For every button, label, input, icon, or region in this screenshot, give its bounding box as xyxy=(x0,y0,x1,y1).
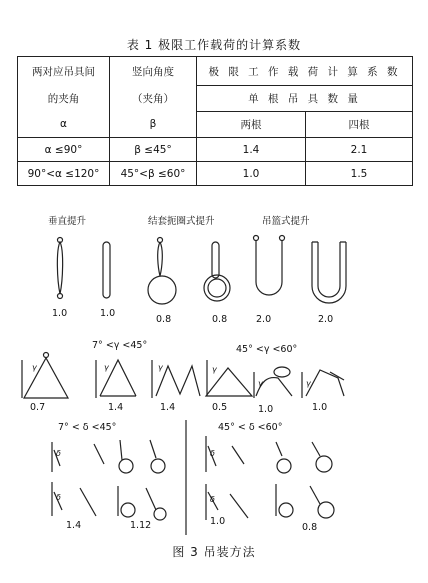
row2-value: 0.5 xyxy=(212,402,228,413)
label-vertical-lift: 垂直提升 xyxy=(48,216,87,227)
row2-value: 1.4 xyxy=(160,402,176,413)
row2-value: 0.7 xyxy=(30,402,46,413)
row2-range-right: 45° <γ <60° xyxy=(236,344,298,355)
angled-slings-set-1 xyxy=(52,440,165,473)
angle-delta: δ xyxy=(210,495,215,504)
table-title: 表 1 极限工作载荷的计算系数 xyxy=(126,38,302,52)
row2-value: 1.0 xyxy=(258,404,274,415)
angle-gamma: γ xyxy=(158,363,163,372)
header-angle-beta-line2: （夹角） xyxy=(110,86,197,112)
header-angle-beta-line1: 竖向角度 xyxy=(110,57,197,86)
header-angle-alpha-line1: 两对应吊具间 xyxy=(18,57,110,86)
angle-gamma: γ xyxy=(104,363,109,372)
cell-beta: 45°<β ≤60° xyxy=(110,162,197,186)
cell-four: 2.1 xyxy=(306,138,413,162)
angle-delta: δ xyxy=(56,449,61,458)
row3-value: 0.8 xyxy=(302,522,318,533)
sling-vertical-flat xyxy=(103,242,110,298)
angled-slings-set-3 xyxy=(52,482,166,520)
angled-slings-set-4 xyxy=(206,484,334,520)
cell-four: 1.5 xyxy=(306,162,413,186)
row3-range-left: 7° < δ <45° xyxy=(58,422,117,433)
header-alpha-symbol: α xyxy=(18,112,110,138)
row2-value: 1.4 xyxy=(108,402,124,413)
cell-beta: β ≤45° xyxy=(110,138,197,162)
angle-gamma: γ xyxy=(212,365,217,374)
row2-range-left: 7° <γ <45° xyxy=(92,340,148,351)
header-coefficient-group: 极 限 工 作 载 荷 计 算 系 数 xyxy=(197,57,413,86)
row3-value: 1.12 xyxy=(130,520,152,531)
row1-value: 2.0 xyxy=(256,314,272,325)
sling-basket-flat xyxy=(312,242,346,303)
table-row xyxy=(18,162,413,186)
cell-alpha: α ≤90° xyxy=(18,138,110,162)
sling-choke-flat xyxy=(204,242,230,301)
sling-basket-round xyxy=(254,236,285,296)
header-angle-alpha-line2: 的夹角 xyxy=(18,86,110,112)
row3-value: 1.4 xyxy=(66,520,82,531)
row2-value: 1.0 xyxy=(312,402,328,413)
angle-delta: δ xyxy=(210,449,215,458)
sling-vertical-thin xyxy=(57,238,62,299)
row1-value: 0.8 xyxy=(156,314,172,325)
row3-range-right: 45° < δ <60° xyxy=(218,422,283,433)
angle-delta: δ xyxy=(56,493,61,502)
table-row xyxy=(18,138,413,162)
row1-value: 1.0 xyxy=(100,308,116,319)
angle-gamma: γ xyxy=(32,363,37,372)
cell-two: 1.0 xyxy=(197,162,306,186)
label-choke-lift: 结套扼圈式提升 xyxy=(148,216,215,227)
cell-two: 1.4 xyxy=(197,138,306,162)
sling-choke-round xyxy=(148,238,176,305)
bridle-v-load xyxy=(96,360,136,398)
row3-value: 1.0 xyxy=(210,516,226,527)
header-beta-symbol: β xyxy=(110,112,197,138)
header-four-slings: 四根 xyxy=(306,112,413,138)
row1-value: 1.0 xyxy=(52,308,68,319)
coefficient-table xyxy=(17,56,413,186)
cell-alpha: 90°<α ≤120° xyxy=(18,162,110,186)
row1-value: 0.8 xyxy=(212,314,228,325)
figure-caption: 图 3 吊装方法 xyxy=(172,545,256,559)
row1-value: 2.0 xyxy=(318,314,334,325)
angle-gamma: γ xyxy=(306,379,311,388)
angle-gamma: γ xyxy=(258,379,263,388)
label-basket-lift: 吊篮式提升 xyxy=(262,216,310,227)
header-sling-count: 单 根 吊 具 数 量 xyxy=(197,86,413,112)
bridle-triangle-load xyxy=(22,353,68,399)
header-two-slings: 两根 xyxy=(197,112,306,138)
lifting-methods-figure xyxy=(0,210,428,540)
angled-slings-set-2 xyxy=(206,436,332,473)
